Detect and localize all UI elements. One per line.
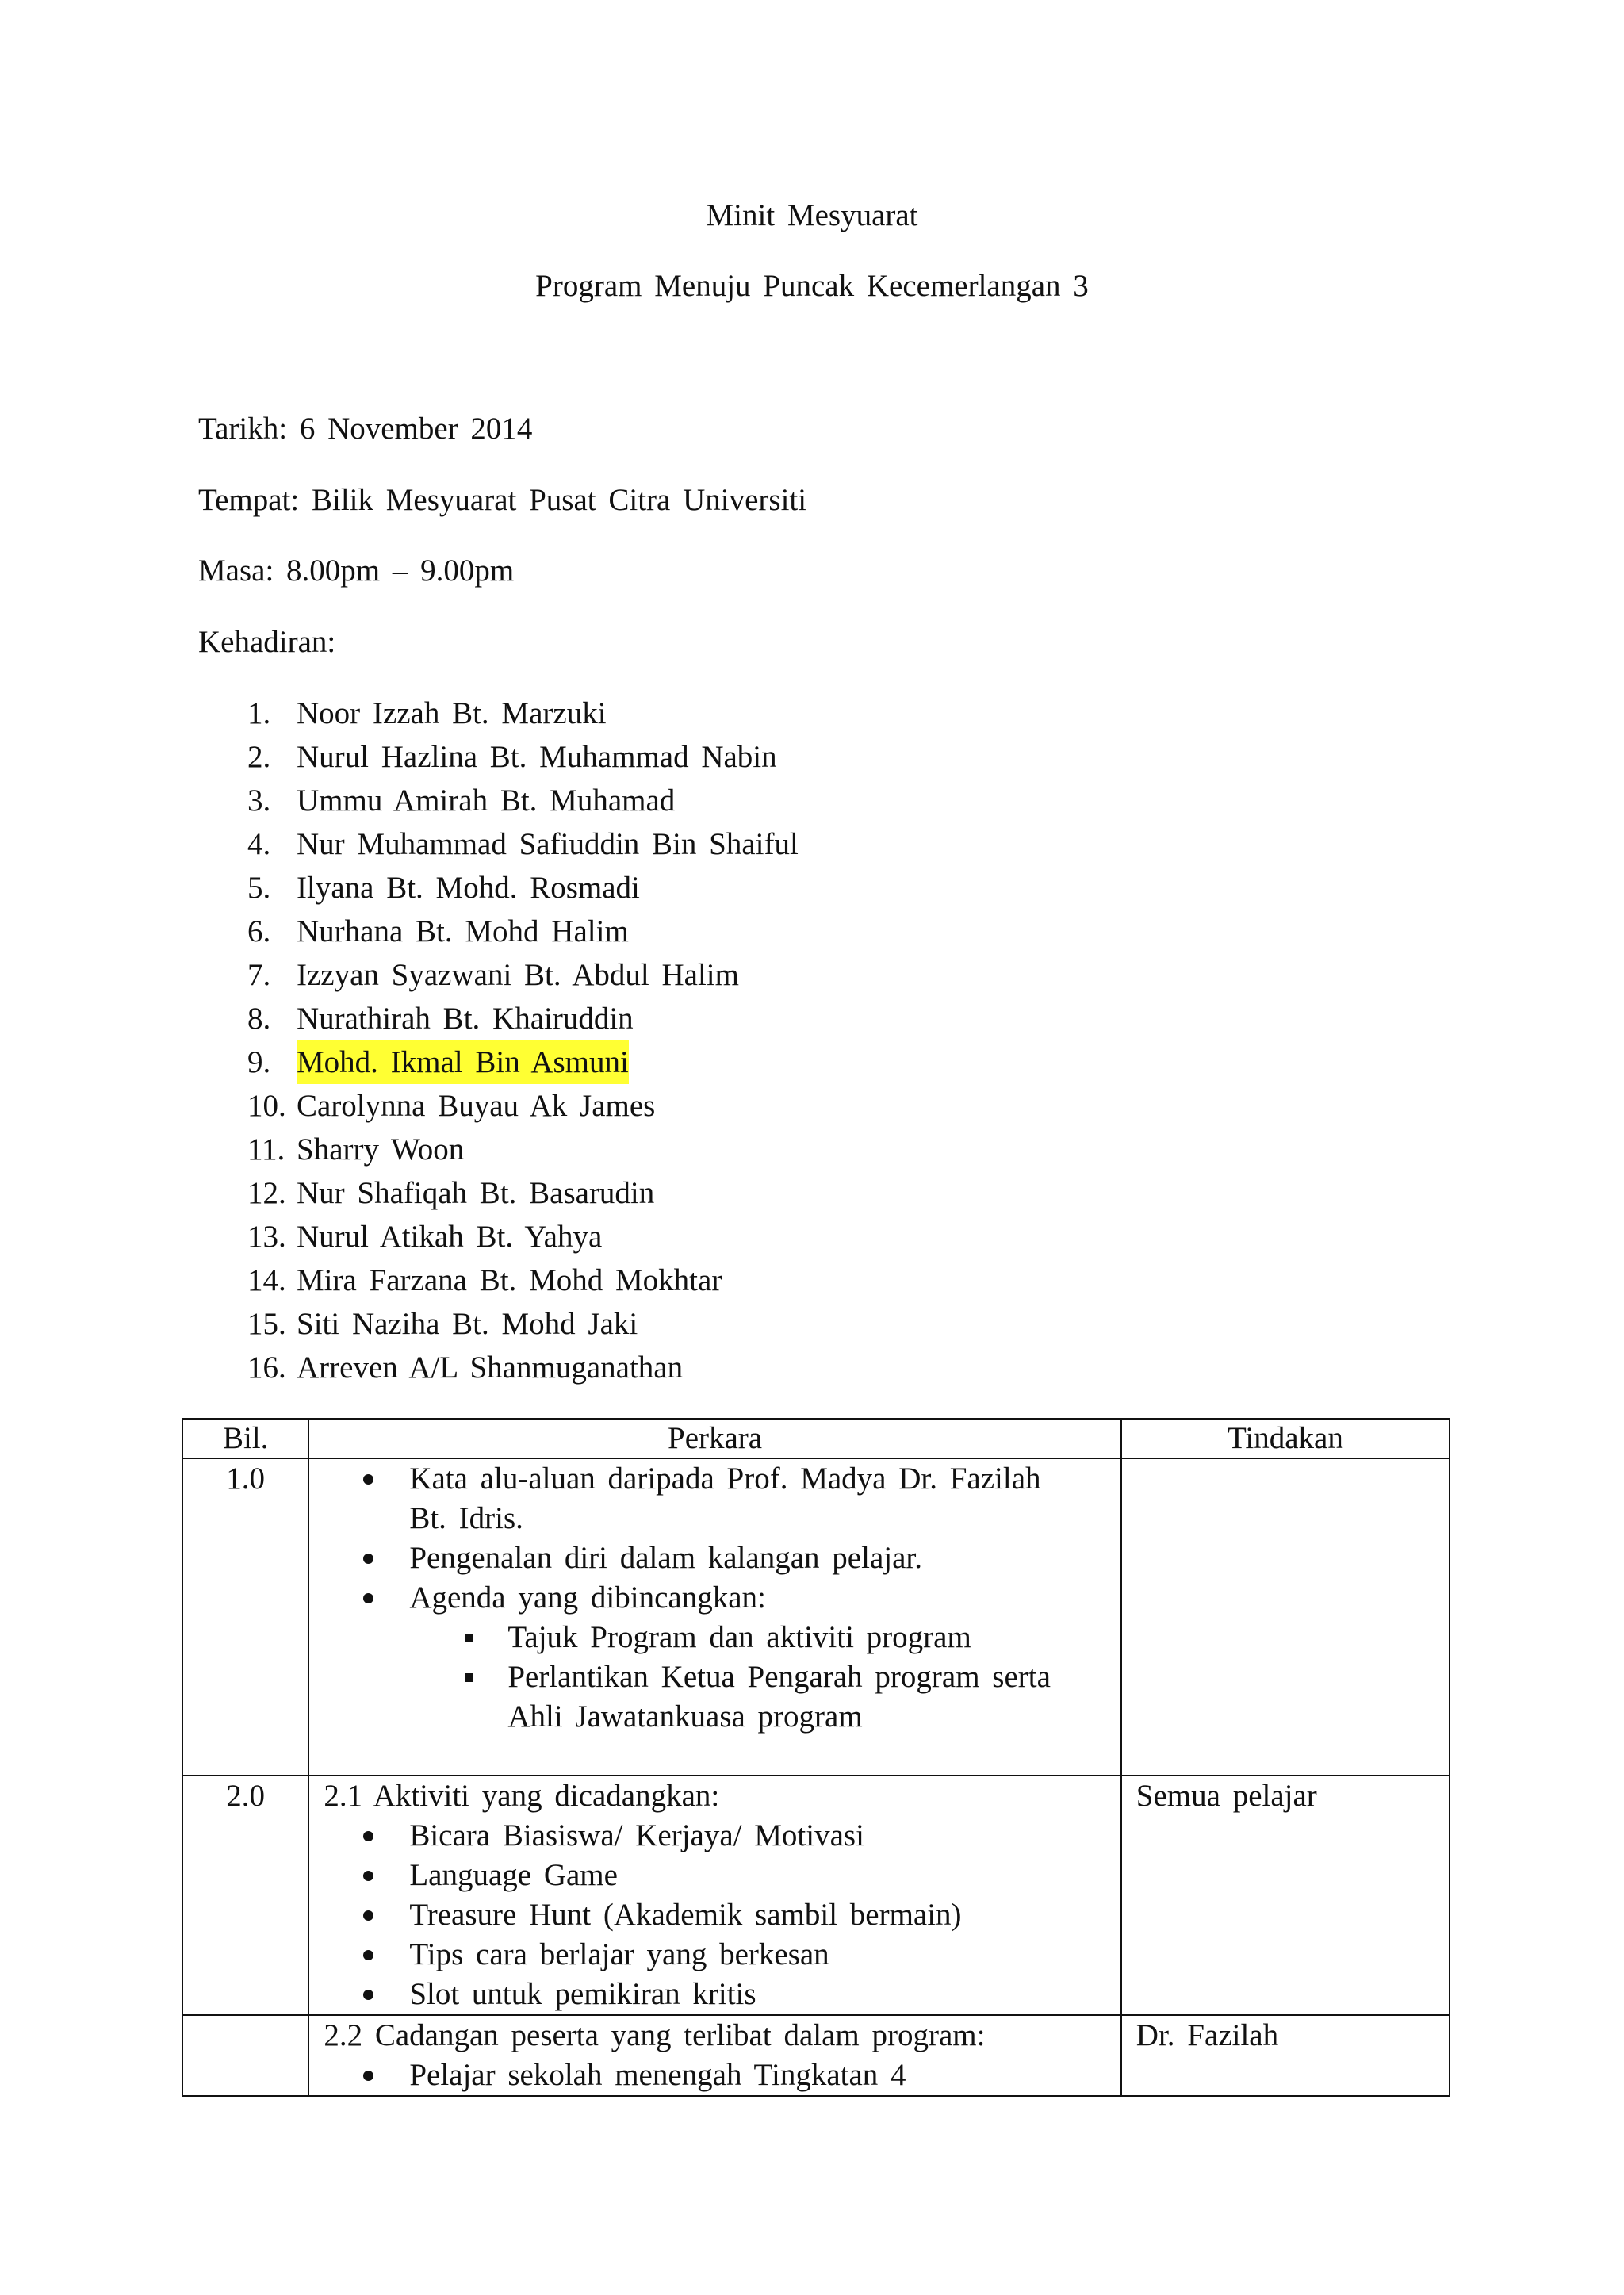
list-number: 16. [247, 1351, 286, 1385]
attendee-name: Siti Naziha Bt. Mohd Jaki [297, 1307, 638, 1341]
attendee-name: Nurul Hazlina Bt. Muhammad Nabin [297, 740, 777, 774]
attendee-name-highlighted: Mohd. Ikmal Bin Asmuni [297, 1040, 629, 1084]
section-heading: 2.1 Aktiviti yang dicadangkan: [324, 1779, 720, 1813]
list-number: 13. [247, 1220, 286, 1254]
bullet-text: Tips cara berlajar yang berkesan [409, 1937, 829, 1971]
row-tindakan [1121, 1458, 1450, 1776]
list-item [309, 1895, 1120, 1935]
sub-bullet-text: Tajuk Program dan aktiviti program [508, 1620, 971, 1654]
bullet-text: Pelajar sekolah menengah Tingkatan 4 [409, 2058, 906, 2092]
bullet-icon [363, 1990, 373, 2000]
header-bil: Bil. [182, 1419, 308, 1458]
row-perkara [308, 2015, 1120, 2096]
bullet-list [309, 2056, 1120, 2095]
row-number [182, 2015, 308, 2096]
attendee-name: Carolynna Buyau Ak James [297, 1089, 656, 1123]
table-row [182, 1458, 1450, 1776]
attendee-name: Nurhana Bt. Mohd Halim [297, 914, 629, 948]
list-number: 10. [247, 1089, 286, 1123]
bullet-list [309, 1816, 1120, 2014]
attendee-name: Mira Farzana Bt. Mohd Mokhtar [297, 1263, 722, 1297]
attendee-name: Sharry Woon [297, 1132, 465, 1167]
attendee-name: Nur Muhammad Safiuddin Bin Shaiful [297, 827, 799, 861]
list-number: 5. [247, 871, 271, 905]
bullet-text: Treasure Hunt (Akademik sambil bermain) [409, 1898, 962, 1932]
attendee-name: Arreven A/L Shanmuganathan [297, 1351, 684, 1385]
attendee-name: Noor Izzah Bt. Marzuki [297, 696, 607, 730]
row-perkara [308, 1458, 1120, 1776]
bullet-text: Agenda yang dibincangkan: [409, 1580, 766, 1615]
bullet-icon [363, 1554, 373, 1564]
list-number: 6. [247, 914, 271, 948]
list-number: 4. [247, 827, 271, 861]
table-row [182, 1776, 1450, 2015]
attendee-name: Nurul Atikah Bt. Yahya [297, 1220, 603, 1254]
header-perkara: Perkara [308, 1419, 1120, 1458]
list-number: 14. [247, 1263, 286, 1297]
list-item [309, 1657, 1120, 1737]
bullet-icon [363, 1871, 373, 1881]
attendee-name: Ummu Amirah Bt. Muhamad [297, 784, 676, 818]
list-number: 7. [247, 958, 271, 992]
section-heading: 2.2 Cadangan peserta yang terlibat dalam program: [324, 2018, 986, 2052]
sub-bullet-list [309, 1618, 1120, 1737]
list-item [309, 1975, 1120, 2014]
bullet-icon [363, 1831, 373, 1841]
row-tindakan: Dr. Fazilah [1121, 2015, 1450, 2096]
list-item [309, 1578, 1120, 1618]
attendee-name: Ilyana Bt. Mohd. Rosmadi [297, 871, 640, 905]
bullet-icon [363, 1474, 373, 1485]
list-number: 2. [247, 740, 271, 774]
header-tindakan: Tindakan [1121, 1419, 1450, 1458]
document-subtitle: Program Menuju Puncak Kecemerlangan 3 [535, 269, 1089, 303]
bullet-text: Slot untuk pemikiran kritis [409, 1977, 756, 2011]
minutes-table [182, 1418, 1450, 2097]
list-item [309, 1856, 1120, 1895]
attendee-name: Nur Shafiqah Bt. Basarudin [297, 1176, 655, 1210]
bullet-icon [363, 1593, 373, 1603]
meeting-date: Tarikh: 6 November 2014 [198, 412, 533, 446]
list-number: 9. [247, 1045, 271, 1079]
attendee-name: Izzyan Syazwani Bt. Abdul Halim [297, 958, 739, 992]
table-header-row [182, 1419, 1450, 1458]
list-number: 3. [247, 784, 271, 818]
bullet-text: Language Game [409, 1858, 618, 1892]
list-item [309, 1459, 1120, 1538]
document-title: Minit Mesyuarat [706, 198, 918, 232]
square-bullet-icon [465, 1634, 473, 1642]
bullet-text: Bicara Biasiswa/ Kerjaya/ Motivasi [409, 1818, 864, 1852]
table-row [182, 2015, 1450, 2096]
meeting-time: Masa: 8.00pm – 9.00pm [198, 554, 515, 588]
attendance-label: Kehadiran: [198, 625, 336, 659]
square-bullet-icon [465, 1673, 473, 1682]
list-number: 12. [247, 1176, 286, 1210]
list-number: 8. [247, 1002, 271, 1036]
bullet-text: Pengenalan diri dalam kalangan pelajar. [409, 1541, 922, 1575]
sub-bullet-text: Perlantikan Ketua Pengarah program serta Ahli Jawatankuasa program [508, 1660, 1051, 1734]
list-number: 1. [247, 696, 271, 730]
list-number: 11. [247, 1132, 285, 1167]
meeting-place: Tempat: Bilik Mesyuarat Pusat Citra Universiti [198, 483, 807, 517]
list-item [309, 1935, 1120, 1975]
list-number: 15. [247, 1307, 286, 1341]
list-item [309, 1538, 1120, 1578]
bullet-icon [363, 1950, 373, 1960]
list-item [309, 2056, 1120, 2095]
row-perkara [308, 1776, 1120, 2015]
bullet-icon [363, 1910, 373, 1921]
row-tindakan: Semua pelajar [1121, 1776, 1450, 2015]
list-item [309, 1816, 1120, 1856]
bullet-list [309, 1459, 1120, 1618]
row-number: 1.0 [182, 1458, 308, 1776]
list-item [309, 1618, 1120, 1657]
bullet-icon [363, 2071, 373, 2081]
row-number: 2.0 [182, 1776, 308, 2015]
attendee-name: Nurathirah Bt. Khairuddin [297, 1002, 634, 1036]
bullet-text: Kata alu-aluan daripada Prof. Madya Dr. Fazilah Bt. Idris. [409, 1462, 1041, 1535]
